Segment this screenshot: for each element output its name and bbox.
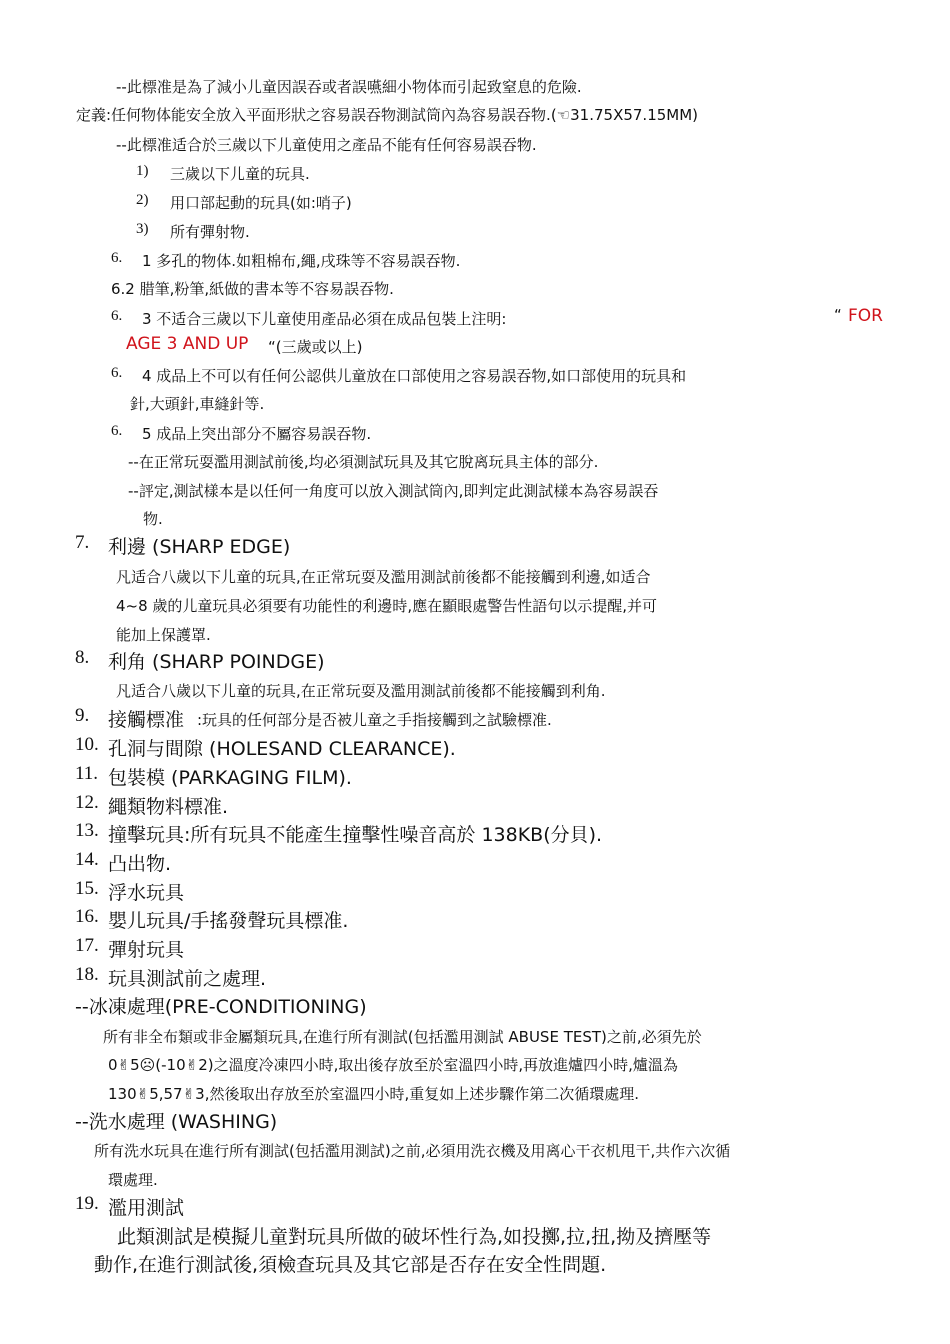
section-9-title: 接觸標准	[108, 709, 185, 731]
precondition-line-2: 0✌5☹(-10✌2)之溫度冷凍四小時,取出後存放至於室溫四小時,再放進爐四小時,爐溫為	[108, 1056, 678, 1074]
precondition-title: --冰凍處理(PRE-CONDITIONING)	[75, 996, 367, 1018]
section-6-1-number: 6.	[111, 250, 123, 266]
washing-title: --洗水處理 (WASHING)	[75, 1111, 278, 1133]
warning-label-note: “(三歲或以上)	[268, 338, 363, 356]
precondition-line-3: 130✌5,57✌3,然後取出存放至於室溫四小時,重复如上述步驟作第二次循環處理.	[108, 1085, 640, 1103]
section-6-2-text: 6.2 腊筆,粉筆,紙做的書本等不容易誤吞物.	[111, 280, 394, 298]
item-number: 10.	[75, 734, 99, 755]
section-6-3-text: 3 不适合三歲以下儿童使用產品必須在成品包裝上注明:	[142, 310, 507, 328]
item-number: 15.	[75, 878, 99, 899]
item-text: 包裝模 (PARKAGING FILM).	[108, 767, 352, 789]
section-7-line-1: 凡适合八歲以下儿童的玩具,在正常玩耍及濫用測試前後都不能接觸到利邊,如适合	[116, 568, 651, 586]
section-8-line-1: 凡适合八歲以下儿童的玩具,在正常玩耍及濫用測試前後都不能接觸到利角.	[116, 682, 606, 700]
section-6-4-text: 4 成品上不可以有任何公認供儿童放在口部使用之容易誤吞物,如口部使用的玩具和	[142, 367, 687, 385]
list-item-number: 1)	[136, 163, 149, 179]
item-text: 凸出物.	[108, 853, 172, 875]
section-6-5-sub-2: --評定,測試樣本是以任何一角度可以放入測試筒內,即判定此測試樣本為容易誤吞	[128, 482, 659, 500]
section-8-title: 利角 (SHARP POINDGE)	[108, 651, 325, 673]
section-19-line-1: 此類測試是模擬儿童對玩具所做的破坏性行為,如投擲,拉,扭,拗及擠壓等	[117, 1226, 712, 1248]
item-text: 撞擊玩具:所有玩具不能產生撞擊性噪音高於 138KB(分貝).	[108, 824, 603, 846]
section-6-4-continuation: 針,大頭針,車縫針等.	[130, 395, 265, 413]
list-item-number: 2)	[136, 192, 149, 208]
intro-paragraph-3: --此標准适合於三歲以下儿童使用之產品不能有任何容易誤吞物.	[116, 136, 537, 154]
item-text: 繩類物料標准.	[108, 796, 229, 818]
item-text: 孔洞与間隙 (HOLESAND CLEARANCE).	[108, 738, 456, 760]
item-number: 12.	[75, 792, 99, 813]
definition-paragraph: 定義:任何物体能安全放入平面形狀之容易誤吞物測試筒內為容易誤吞物.(☜31.75X57.15MM)	[76, 106, 699, 124]
warning-label-age: AGE 3 AND UP	[126, 334, 249, 354]
section-6-4-number: 6.	[111, 365, 123, 381]
item-number: 13.	[75, 820, 99, 841]
section-7-line-2: 4~8 歲的儿童玩具必須要有功能性的利邊時,應在顯眼處警告性語句以示提醒,并可	[116, 597, 657, 615]
section-6-5-number: 6.	[111, 423, 123, 439]
section-7-line-3: 能加上保護罩.	[116, 626, 211, 644]
section-19-number: 19.	[75, 1193, 99, 1214]
washing-line-1: 所有洗水玩具在進行所有測試(包括濫用測試)之前,必須用洗衣機及用离心干衣机甩干,共作六次循	[94, 1142, 731, 1160]
item-number: 16.	[75, 906, 99, 927]
precondition-line-1: 所有非全布類或非金屬類玩具,在進行所有測試(包括濫用測試 ABUSE TEST)之前,必須先於	[103, 1028, 702, 1046]
section-7-number: 7.	[75, 532, 90, 553]
item-number: 11.	[75, 763, 99, 784]
list-item: 所有彈射物.	[170, 223, 250, 241]
warning-label-for: FOR	[848, 306, 883, 326]
section-6-3-number: 6.	[111, 308, 123, 324]
list-item-number: 3)	[136, 221, 149, 237]
list-item: 用口部起動的玩具(如:哨子)	[170, 194, 352, 212]
list-item: 三歲以下儿童的玩具.	[170, 165, 310, 183]
section-8-number: 8.	[75, 647, 90, 668]
section-6-5-sub-2-continuation: 物.	[143, 510, 163, 528]
section-9-number: 9.	[75, 705, 90, 726]
item-text: 玩具測試前之處理.	[108, 968, 267, 990]
section-7-title: 利邊 (SHARP EDGE)	[108, 536, 291, 558]
section-6-5-text: 5 成品上突出部分不屬容易誤吞物.	[142, 425, 372, 443]
washing-line-2: 環處理.	[108, 1171, 158, 1189]
intro-paragraph-1: --此標准是為了減小儿童因誤吞或者誤嚥細小物体而引起致窒息的危險.	[116, 78, 582, 96]
section-19-title: 濫用測試	[108, 1197, 185, 1219]
item-text: 浮水玩具	[108, 882, 185, 904]
item-text: 嬰儿玩具/手搖發聲玩具標准.	[108, 910, 349, 932]
section-6-1-text: 1 多孔的物体.如粗棉布,繩,戌珠等不容易誤吞物.	[142, 252, 461, 270]
item-text: 彈射玩具	[108, 939, 185, 961]
section-19-line-2: 動作,在進行測試後,須檢查玩具及其它部是否存在安全性問題.	[94, 1254, 607, 1276]
item-number: 17.	[75, 935, 99, 956]
item-number: 18.	[75, 964, 99, 985]
item-number: 14.	[75, 849, 99, 870]
section-6-5-sub-1: --在正常玩耍濫用測試前後,均必須測試玩具及其它脫离玩具主体的部分.	[128, 453, 599, 471]
section-9-description: :玩具的任何部分是否被儿童之手指接觸到之試驗標准.	[197, 711, 552, 729]
quote-open: “	[834, 306, 842, 324]
